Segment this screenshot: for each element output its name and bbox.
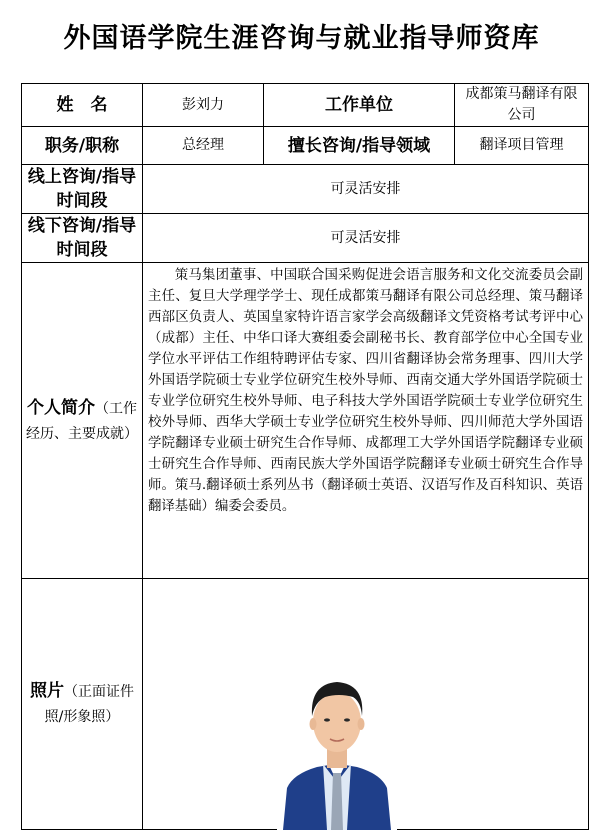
offline-time-value: 可灵活安排	[143, 214, 589, 263]
photo-label-main: 照片	[30, 681, 64, 701]
online-time-label: 线上咨询/指导时间段	[22, 165, 143, 214]
portrait-photo	[277, 670, 397, 830]
employer-label: 工作单位	[264, 84, 455, 127]
profile-label-note: （工作经历、主要成就）	[26, 400, 138, 442]
tie	[331, 773, 343, 830]
profile-text: 策马集团董事、中国联合国采购促进会语言服务和文化交流委员会副主任、复旦大学理学学士、现任成都策马翻译有限公司总经理、策马翻译西部区负责人、英国皇家特许语言家学会高级翻译文凭资格考试考评中心（成都）主任、中华口译大赛组委会副秘书长、教育部学位中心全国专业学位水平评估工作组特聘评估专家、四川省翻译协会常务理事、四川大学外国语学院硕士专业学位研究生校外导师、西南交通大学外国语学院硕士专业学位研究生校外导师、电子科技大学外国语学院硕士专业学位研究生校外导师、西华大学硕士专业学位研究生校外导师、四川师范大学外国语学院翻译专业硕士研究生合作导师、成都理工大学外国语学院翻译专业硕士研究生合作导师、西南民族大学外国语学院翻译专业硕士研究生合作导师。策马.翻译硕士系列丛书（翻译硕士英语、汉语写作及百科知识、英语翻译基础）编委会委员。	[143, 263, 589, 579]
offline-time-label: 线下咨询/指导时间段	[22, 214, 143, 263]
profile-label	[22, 263, 143, 579]
online-time-value: 可灵活安排	[143, 165, 589, 214]
profile-label-main: 个人简介	[27, 397, 95, 418]
expertise-value: 翻译项目管理	[455, 127, 589, 165]
profile-table	[21, 83, 589, 830]
photo-label-note: （正面证件照/形象照）	[44, 684, 134, 725]
face	[313, 692, 361, 752]
page-title: 外国语学院生涯咨询与就业指导师资库	[63, 23, 540, 54]
position-value: 总经理	[143, 127, 264, 165]
name-value: 彭刘力	[143, 84, 264, 127]
name-label: 姓 名	[22, 84, 143, 127]
position-label: 职务/职称	[22, 127, 143, 165]
photo-cell	[143, 579, 589, 830]
expertise-label: 擅长咨询/指导领域	[264, 127, 455, 165]
employer-value: 成都策马翻译有限公司	[455, 84, 589, 127]
photo-label	[22, 579, 143, 830]
